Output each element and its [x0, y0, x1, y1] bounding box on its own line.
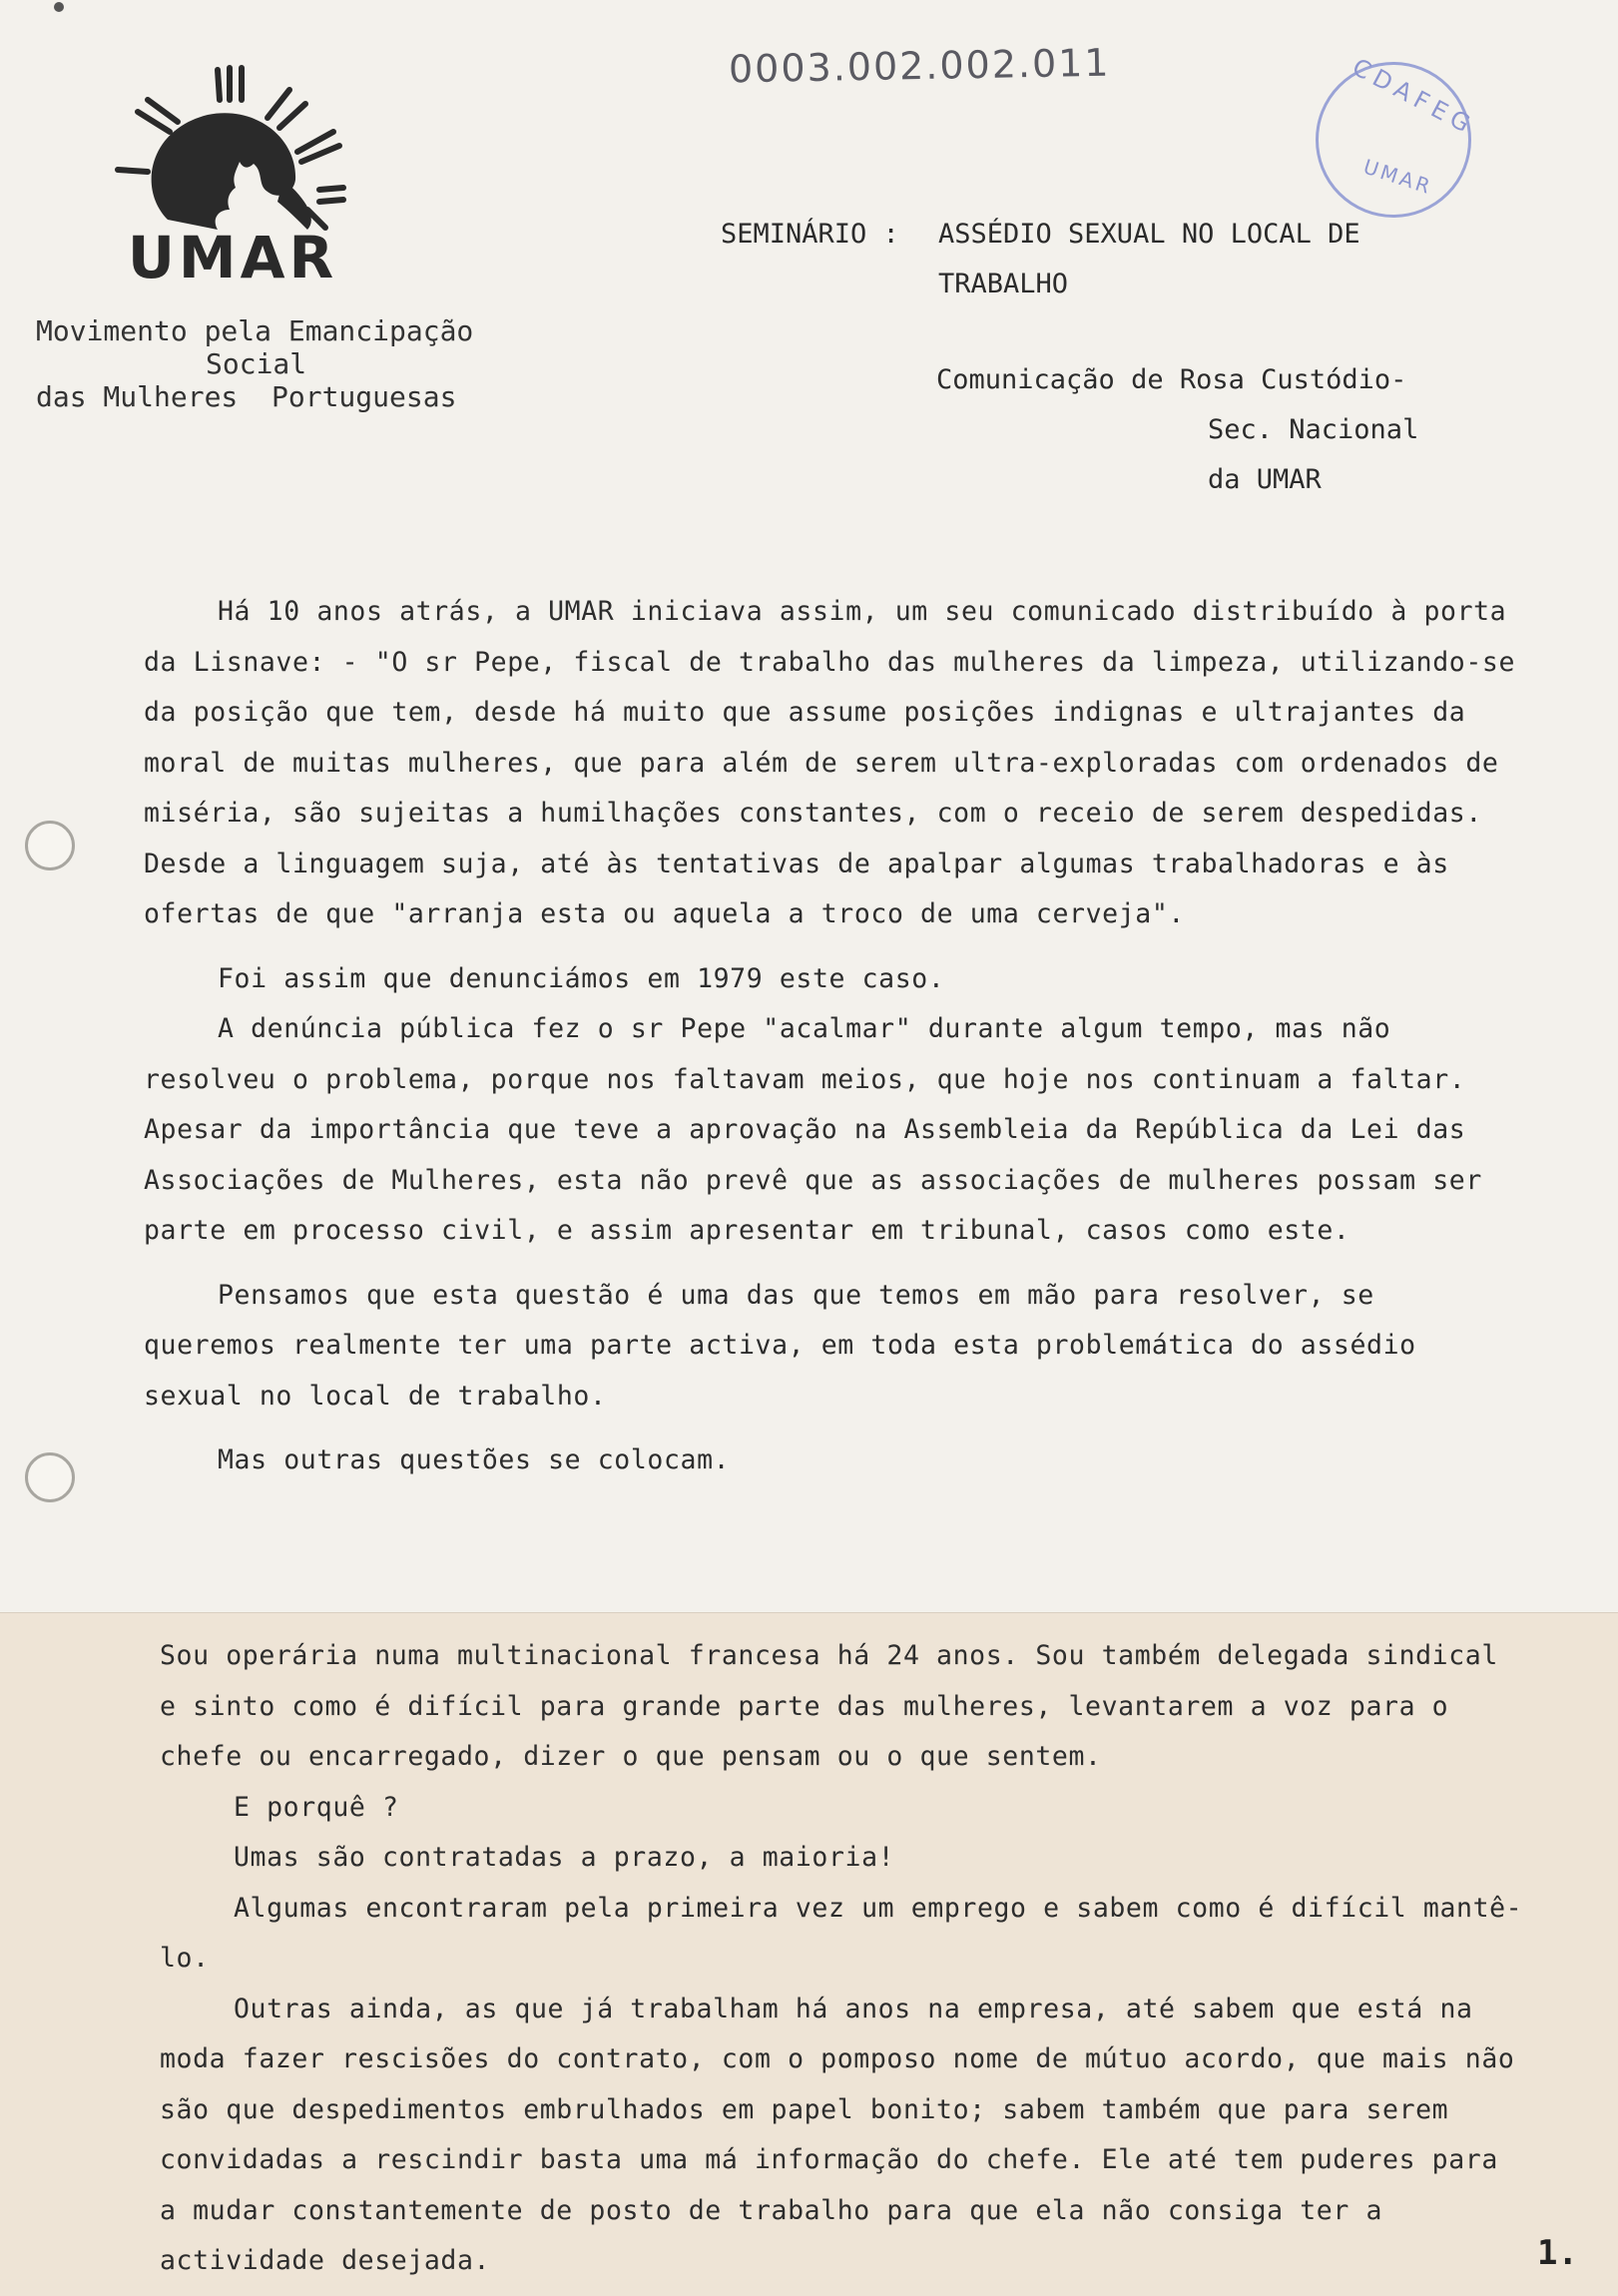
- seminar-heading: [721, 210, 1439, 309]
- archive-code: 0003.002.002.011: [728, 40, 1111, 92]
- page-number: 1.: [1537, 2233, 1578, 2273]
- paragraph: E porquê ?: [234, 1791, 399, 1823]
- paragraph: Umas são contratadas a prazo, a maioria!: [234, 1842, 895, 1873]
- stamp-top-text: CDAFEG: [1348, 52, 1480, 142]
- umar-logo-icon: [108, 60, 357, 289]
- paragraph: A denúncia pública fez o sr Pepe "acalmar" durante algum tempo, mas não resolveu o problema, porque nos faltavam meios, que hoje nos continuam a faltar. Apesar da importância que teve a aprovação na Assembleia da República da Lei das Associações de Mulheres, esta não prevê que as associações de mulheres possam ser parte em processo civil, e assim apresentar em tribunal, casos como este.: [144, 1013, 1482, 1246]
- stamp-bottom-text: UMAR: [1360, 154, 1436, 200]
- comm-line-1: Comunicação de Rosa Custódio-: [936, 364, 1407, 395]
- logo-text: UMAR: [127, 224, 338, 289]
- org-line-2: Social: [206, 347, 307, 380]
- comm-line-3: da UMAR: [1208, 464, 1322, 495]
- org-line-1: Movimento pela Emancipação: [36, 314, 474, 347]
- comm-line-2: Sec. Nacional: [1208, 414, 1419, 445]
- paragraph: Mas outras questões se colocam.: [218, 1444, 731, 1475]
- paragraph: Algumas encontraram pela primeira vez um emprego e sabem como é difícil mantê-lo.: [160, 1892, 1523, 1974]
- paragraph: Sou operária numa multinacional francesa há 24 anos. Sou também delegada sindical e sinto como é difícil para grande parte das mulheres, levantarem a voz para o chefe ou encarregado, dizer o que pensam ou o que sentem.: [160, 1640, 1498, 1772]
- paragraph: Foi assim que denunciámos em 1979 este caso.: [218, 962, 945, 994]
- punch-hole: [25, 821, 75, 870]
- archive-stamp: [1316, 52, 1480, 218]
- organization-name: [36, 314, 515, 413]
- punch-hole: [25, 1452, 75, 1502]
- upper-body-text: [144, 587, 1521, 1486]
- communication-author: [936, 355, 1535, 505]
- seminar-title-line2: TRABALHO: [938, 269, 1069, 299]
- paragraph: Outras ainda, as que já trabalham há anos na empresa, até sabem que está na moda fazer rescisões do contrato, com o pomposo nome de mútuo acordo, que mais não são que despedimentos embrulhados em papel bonito; sabem também que para serem convidadas a rescindir basta uma má informação do chefe. Ele até tem puderes para a mudar constantemente de posto de trabalho para que ela não consiga ter a actividade desejada.: [160, 1993, 1515, 2276]
- paragraph: Há 10 anos atrás, a UMAR iniciava assim, um seu comunicado distribuído à porta da Lisnave: - "O sr Pepe, fiscal de trabalho das mulheres da limpeza, utilizando-se da posição que tem, desde há muito que assume posições indignas e ultrajantes da moral de muitas mulheres, que para além de serem ultra-exploradas com ordenados de miséria, são sujeitas a humilhações constantes, com o receio de serem despedidas. Desde a linguagem suja, até às tentativas de apalpar algumas trabalhadoras e às ofertas de que "arranja esta ou aquela a troco de uma cerveja".: [144, 596, 1516, 929]
- seminar-label: SEMINÁRIO :: [721, 219, 899, 250]
- ink-smudge: [54, 2, 64, 12]
- paragraph: Pensamos que esta questão é uma das que temos em mão para resolver, se queremos realmente ter uma parte activa, em toda esta problemática do assédio sexual no local de trabalho.: [144, 1279, 1416, 1412]
- org-line-3: das Mulheres Portuguesas: [36, 380, 457, 413]
- lower-body-text: [160, 1631, 1527, 2287]
- seminar-title-line1: ASSÉDIO SEXUAL NO LOCAL DE: [938, 219, 1360, 250]
